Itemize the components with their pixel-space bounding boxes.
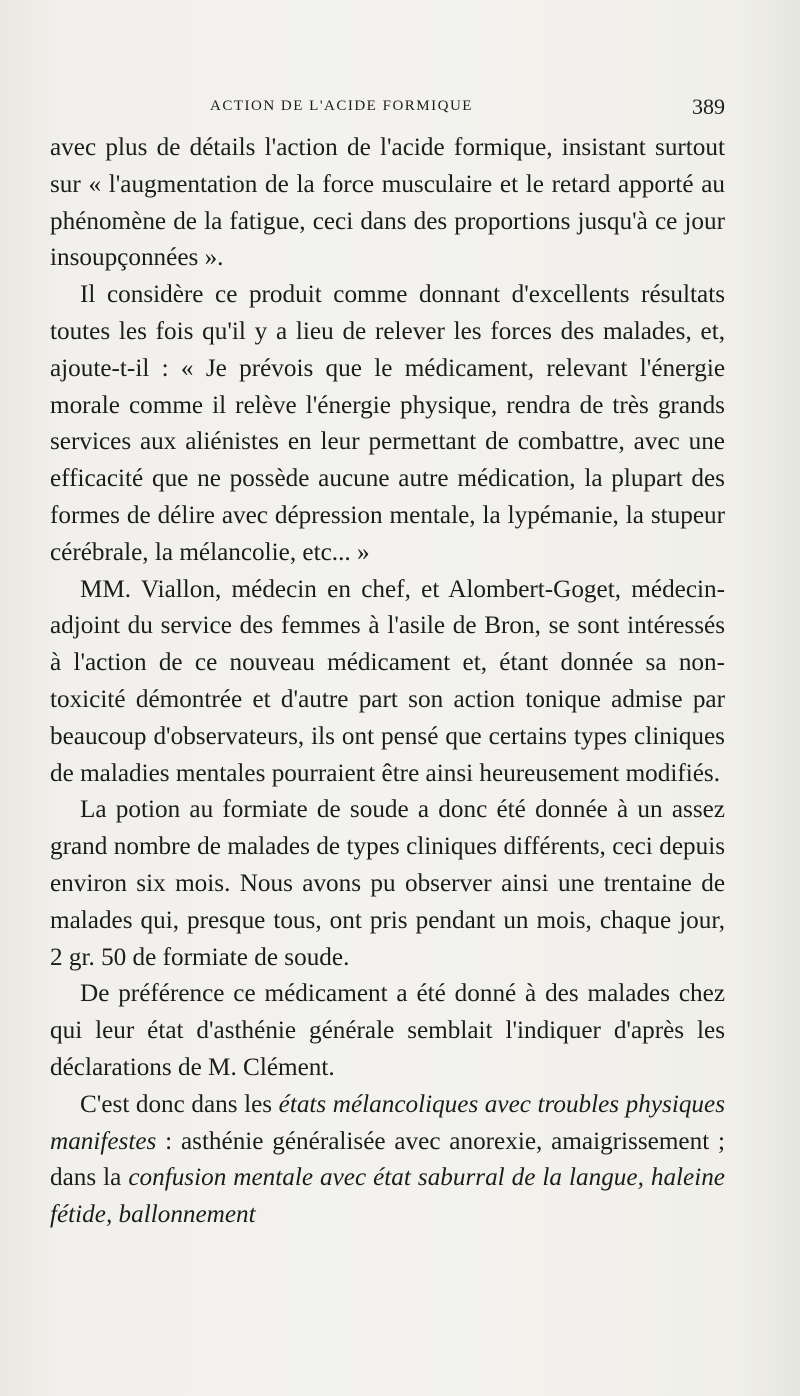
paragraph bbox=[50, 130, 725, 277]
text-run: C'est donc dans les bbox=[80, 1090, 279, 1118]
italic-text-run: états mélancoliques avec troubles physiques manifestes bbox=[50, 1090, 725, 1155]
paragraph bbox=[50, 572, 725, 793]
paragraph bbox=[50, 1087, 725, 1234]
text-run: Il considère ce produit comme donnant d'excellents résultats toutes les fois qu'il y a lieu de relever les forces des malades, et, ajoute-t-il : « Je prévois que le médicament, relevant l'énergie morale comme il relève l'énergie physique, rendra de très grands services aux aliénistes en leur permettant de combattre, avec une efficacité que ne possède aucune autre médication, la plupart des formes de délire avec dépression mentale, la lypémanie, la stupeur cérébrale, la mélancolie, etc... » bbox=[50, 281, 725, 566]
paragraph bbox=[50, 976, 725, 1086]
body-text bbox=[50, 130, 725, 1234]
page-number: 389 bbox=[692, 94, 725, 119]
running-title: ACTION DE L'ACIDE FORMIQUE bbox=[210, 98, 473, 114]
paragraph bbox=[50, 792, 725, 976]
page-header bbox=[60, 94, 725, 128]
italic-text-run: confusion mentale avec état saburral de la langue, haleine fétide, ballonnement bbox=[50, 1164, 725, 1229]
text-run: La potion au formiate de soude a donc été donnée à un assez grand nombre de malades de types cliniques différents, ceci depuis environ six mois. Nous avons pu observer ainsi une trentaine de malades qui, presque tous, ont pris pendant un mois, chaque jour, 2 gr. 50 de formiate de soude. bbox=[50, 796, 725, 971]
paragraph bbox=[50, 277, 725, 571]
text-run: MM. Viallon, médecin en chef, et Alombert-Goget, médecin-adjoint du service des femmes à l'asile de Bron, se sont intéressés à l'action de ce nouveau médicament et, étant donnée sa non-toxicité démontrée et d'autre part son action tonique admise par beaucoup d'observateurs, ils ont pensé que certains types cliniques de maladies mentales pourraient être ainsi heureusement modifiés. bbox=[50, 575, 725, 787]
text-run: De préférence ce médicament a été donné à des malades chez qui leur état d'asthénie générale semblait l'indiquer d'après les déclarations de M. Clément. bbox=[50, 980, 725, 1081]
text-run: : asthénie généralisée avec anorexie, amaigrissement ; dans la bbox=[50, 1127, 725, 1192]
text-run: avec plus de détails l'action de l'acide formique, insistant surtout sur « l'augmentation de la force musculaire et le retard apporté au phénomène de la fatigue, ceci dans des proportions jusqu'à ce jour insoupçonnées ». bbox=[50, 134, 725, 272]
